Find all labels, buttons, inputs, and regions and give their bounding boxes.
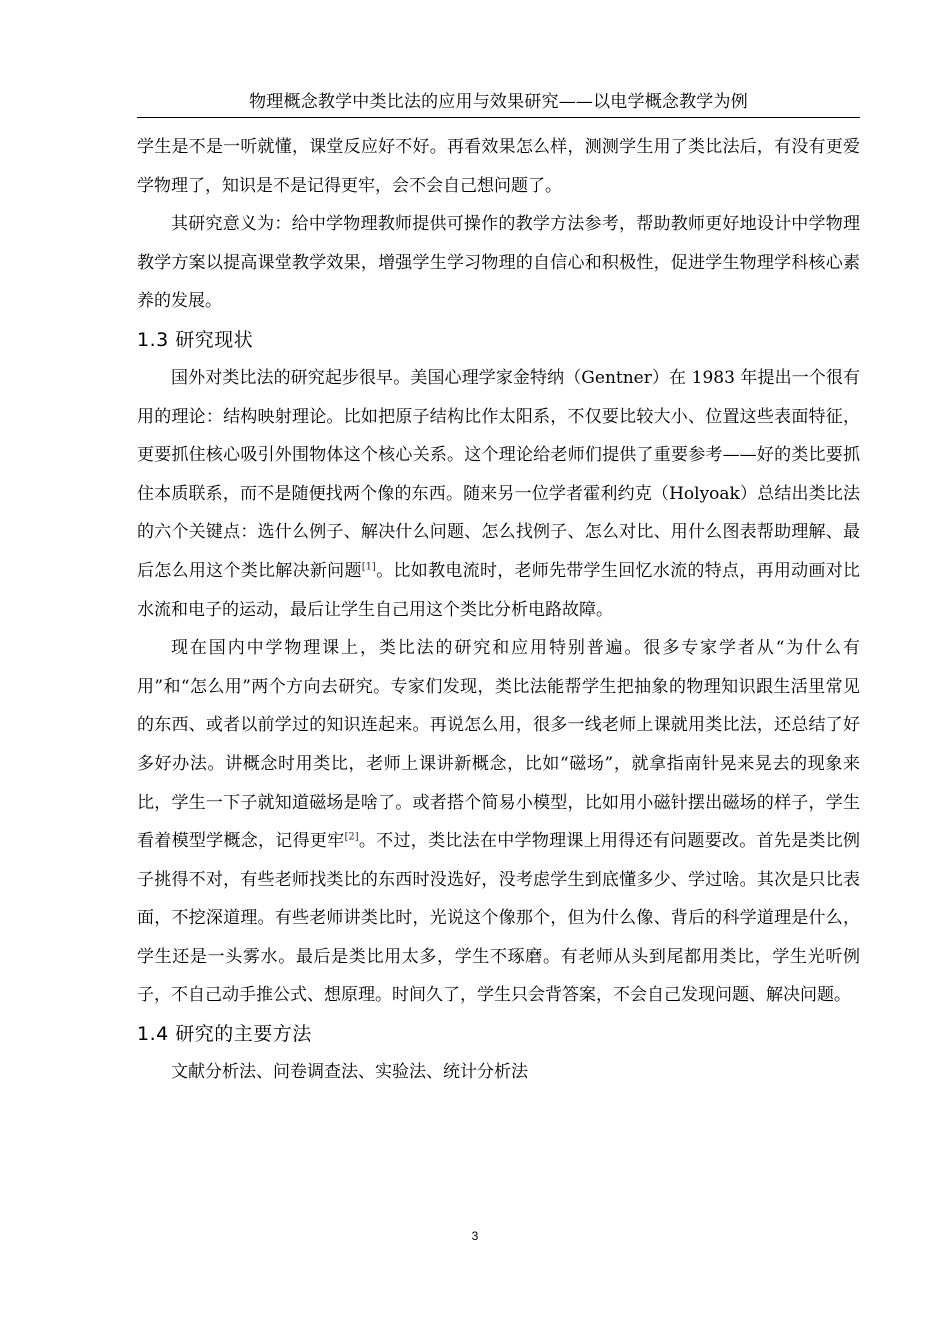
citation-2: [2] (344, 831, 359, 843)
page-number: 3 (471, 1229, 479, 1243)
paragraph-foreign-research (137, 359, 860, 629)
paragraph-domestic-research (137, 629, 860, 1015)
paragraph-text: 国外对类比法的研究起步很早。美国心理学家金特纳（Gentner）在 1983 年提出一个很有用的理论：结构映射理论。比如把原子结构比作太阳系，不仅要比较大小、位置这些表面特征，更要抓住核心吸引外围物体这个核心关系。这个理论给老师们提供了重要参考——好的类比要抓住本质联系，而不是随便找两个像的东西。随来另一位学者霍利约克（Holyoak）总结出类比法的六个关键点：选什么例子、解决什么问题、怎么找例子、怎么对比、用什么图表帮助理解、最后怎么用这个类比解决新问题 (137, 367, 860, 581)
paragraph-text: 。比如教电流时，老师先带学生回忆水流的特点，再用动画对比水流和电子的运动，最后让学生自己用这个类比分析电路故障。 (137, 560, 860, 620)
paragraph-methods: 文献分析法、问卷调查法、实验法、统计分析法 (171, 1062, 528, 1083)
paragraph-text: 。不过，类比法在中学物理课上用得还有问题要改。首先是类比例子挑得不对，有些老师找类比的东西时没选好，没考虑学生到底懂多少、学过啥。其次是只比表面，不挖深道理。有些老师讲类比时，光说这个像那个，但为什么像、背后的科学道理是什么，学生还是一头雾水。最后是类比用太多，学生不琢磨。有老师从头到尾都用类比，学生光听例子，不自己动手推公式、想原理。时间久了，学生只会背答案，不会自己发现问题、解决问题。 (137, 831, 861, 1006)
paragraph-text: 现在国内中学物理课上，类比法的研究和应用特别普遍。很多专家学者从“为什么有用”和“怎么用”两个方向去研究。专家们发现，类比法能帮学生把抽象的物理知识跟生活里常见的东西、或者以前学过的知识连起来。再说怎么用，很多一线老师上课就用类比法，还总结了好多好办法。讲概念时用类比，老师上课讲新概念，比如“磁场”，就拿指南针晃来晃去的现象来比，学生一下子就知道磁场是啥了。或者搭个简易小模型，比如用小磁针摆出磁场的样子，学生看着模型学概念，记得更牢 (137, 638, 860, 852)
section-heading-1-3: 1.3 研究现状 (137, 328, 254, 351)
section-heading-1-4: 1.4 研究的主要方法 (137, 1023, 312, 1046)
paragraph-continued: 学生是不是一听就懂，课堂反应好不好。再看效果怎么样，测测学生用了类比法后，有没有更爱学物理了，知识是不是记得更牢，会不会自己想问题了。 (137, 137, 860, 196)
header-rule (137, 117, 860, 118)
running-header: 物理概念教学中类比法的应用与效果研究——以电学概念教学为例 (249, 92, 748, 112)
body-text (137, 128, 860, 1092)
paragraph-research-significance: 其研究意义为：给中学物理教师提供可操作的教学方法参考，帮助教师更好地设计中学物理教学方案以提高课堂教学效果，增强学生学习物理的自信心和积极性，促进学生物理学科核心素养的发展。 (137, 214, 860, 312)
citation-1: [1] (361, 561, 376, 573)
